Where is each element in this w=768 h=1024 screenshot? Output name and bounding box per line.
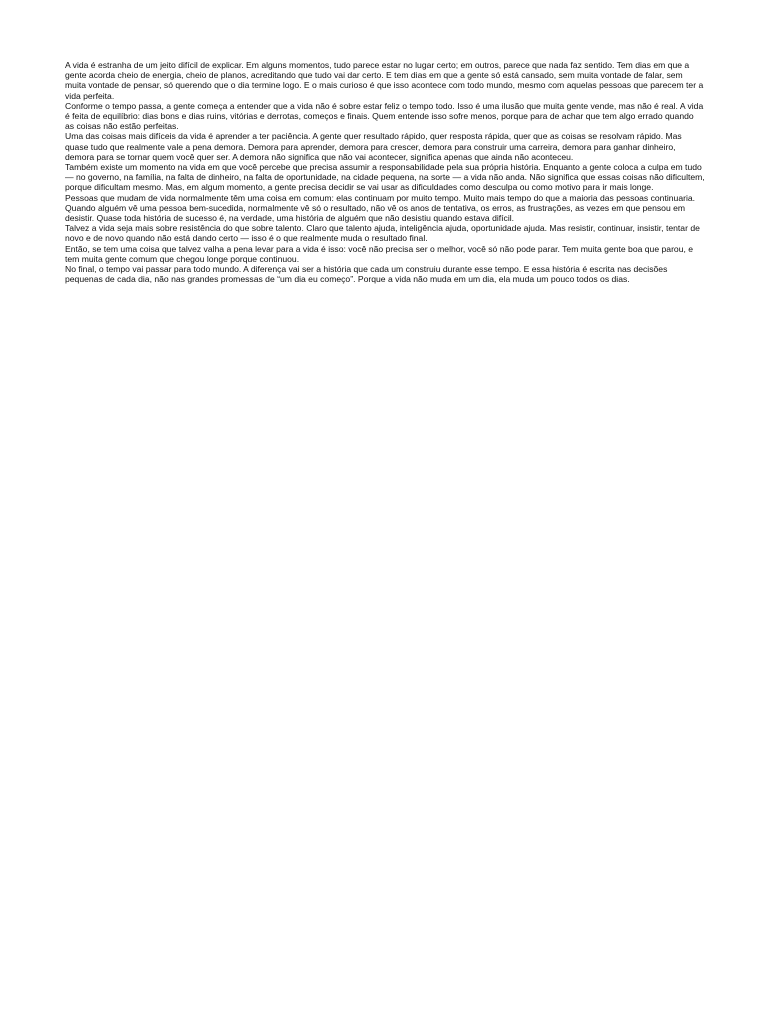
paragraph-3: Uma das coisas mais difíceis da vida é aprender a ter paciência. A gente quer resultado rápido, quer resposta rápida, quer que as coisas se resolvam rápido. Mas quase tudo que realmente vale a pena demora. Demora para aprender, demora para crescer, demora para construir uma carreira, demora para ganhar dinheiro, demora para se tornar quem você quer ser. A demora não significa que não vai acontecer, significa apenas que ainda não aconteceu. (65, 131, 682, 162)
paragraph-6: Talvez a vida seja mais sobre resistência do que sobre talento. Claro que talento ajuda, inteligência ajuda, oportunidade ajuda. Mas resistir, continuar, insistir, tentar de novo e de novo quando não está dando certo — isso é o que realmente muda o resultado final. (65, 223, 700, 244)
paragraph-1: A vida é estranha de um jeito difícil de explicar. Em alguns momentos, tudo parece estar no lugar certo; em outros, parece que nada faz sentido. Tem dias em que a gente acorda cheio de energia, cheio de planos, acreditando que tudo vai dar certo. E tem dias em que a gente só está cansado, sem muita vontade de falar, sem muita vontade de pensar, só querendo que o dia termine logo. E o mais curioso é que isso acontece com todo mundo, mesmo com aquelas pessoas que parecem ter a vida perfeita. (65, 60, 704, 101)
paragraph-5: Pessoas que mudam de vida normalmente têm uma coisa em comum: elas continuam por muito tempo. Muito mais tempo do que a maioria das pessoas continuaria. Quando alguém vê uma pessoa bem-sucedida, normalmente vê só o resultado, não vê os anos de tentativa, os erros, as frustrações, as vezes em que pensou em desistir. Quase toda história de sucesso é, na verdade, uma história de alguém que não desistiu quando estava difícil. (65, 192, 696, 224)
document-body (65, 60, 705, 284)
paragraph-2: Conforme o tempo passa, a gente começa a entender que a vida não é sobre estar feliz o tempo todo. Isso é uma ilusão que muita gente vende, mas não é real. A vida é feita de equilíbrio: dias bons e dias ruins, vitórias e derrotas, começos e finais. Quem entende isso sofre menos, porque para de achar que tem algo errado quando as coisas não estão perfeitas. (65, 100, 704, 132)
paragraph-8: No final, o tempo vai passar para todo mundo. A diferença vai ser a história que cada um construiu durante esse tempo. E essa história é escrita nas decisões pequenas de cada dia, não nas grandes promessas de “um dia eu começo”. Porque a vida não muda em um dia, ela muda um pouco todos os dias. (65, 264, 668, 285)
paragraph-4: Também existe um momento na vida em que você percebe que precisa assumir a responsabilidade pela sua própria história. Enquanto a gente coloca a culpa em tudo — no governo, na família, na falta de dinheiro, na falta de oportunidade, na cidade pequena, na sorte — a vida não anda. Não significa que essas coisas não dificultem, porque dificultam mesmo. Mas, em algum momento, a gente precisa decidir se vai usar as dificuldades como desculpa ou como motivo para ir mais longe. (65, 162, 705, 193)
paragraph-7: Então, se tem uma coisa que talvez valha a pena levar para a vida é isso: você não precisa ser o melhor, você só não pode parar. Tem muita gente boa que parou, e tem muita gente comum que chegou longe porque continuou. (65, 243, 694, 264)
